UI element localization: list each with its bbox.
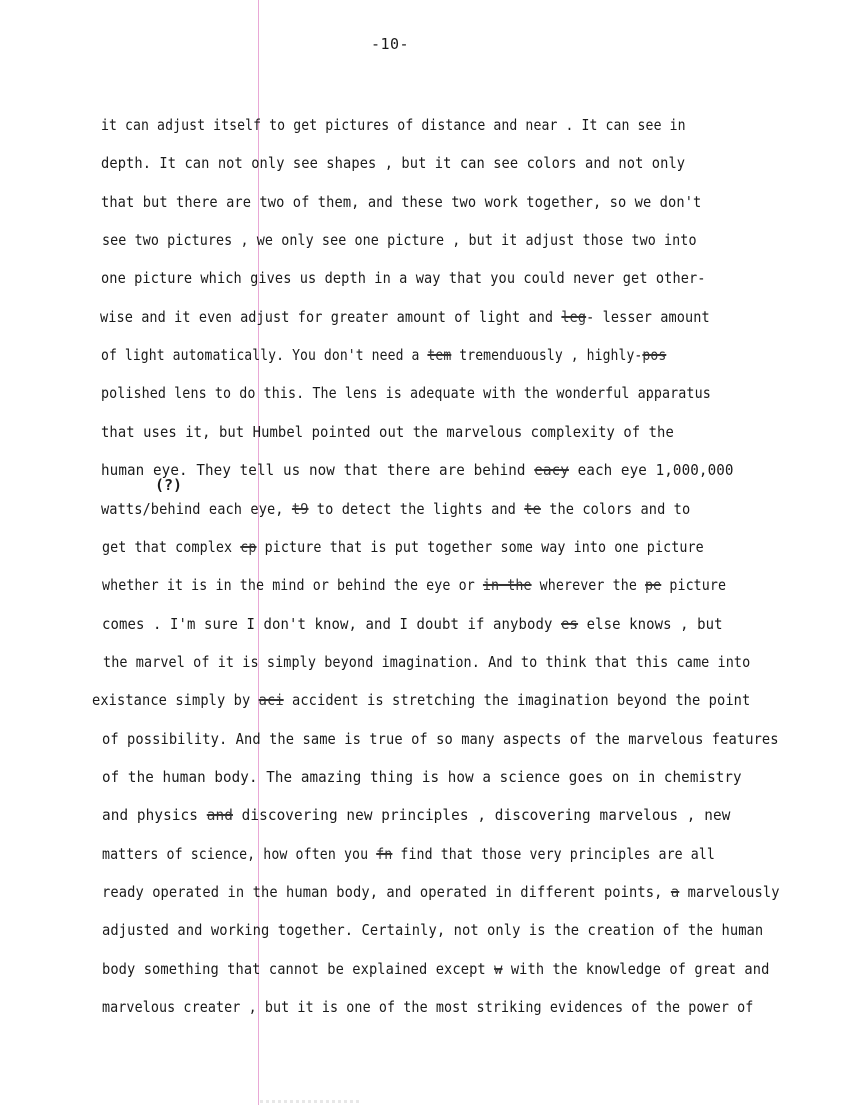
text-run: polished lens to do this. The lens is adequate with the wonderful apparatus (101, 384, 711, 403)
text-line (102, 614, 723, 634)
struck-text: eacy (534, 461, 569, 480)
text-line (102, 729, 779, 749)
struck-text: and (206, 806, 233, 825)
text-run: matters of science, how often you (102, 844, 377, 863)
text-run: discovering new principles , discovering marvelous , new (232, 806, 731, 825)
text-run: tremenduously , highly- (451, 346, 643, 365)
scan-artifact (260, 1100, 360, 1103)
text-line (102, 959, 769, 979)
text-line (102, 537, 704, 557)
text-run: find that those very principles are all (392, 844, 715, 863)
struck-text: tem (427, 346, 452, 365)
text-line (103, 652, 750, 672)
text-run: body something that cannot be explained except (102, 959, 495, 978)
text-line (102, 575, 726, 595)
struck-text: cp (240, 537, 257, 556)
text-line (92, 690, 750, 710)
text-run: see two pictures , we only see one picture , but it adjust those two into (102, 231, 697, 250)
text-line (101, 499, 690, 519)
struck-text: pe (645, 576, 662, 595)
text-run: whether it is in the mind or behind the eye or (102, 576, 483, 595)
text-run: adjusted and working together. Certainly, not only is the creation of the human (102, 921, 764, 940)
text-run: comes . I'm sure I don't know, and I doubt if anybody (102, 614, 562, 633)
text-run: marvelously (679, 883, 780, 901)
text-line (102, 844, 715, 864)
text-run: it can adjust itself to get pictures of distance and near . It can see in (101, 116, 686, 134)
struck-text: w (494, 959, 503, 978)
text-run: ready operated in the human body, and operated in different points, (102, 883, 671, 901)
struck-text: leg (561, 307, 587, 326)
text-run: to detect the lights and (308, 499, 525, 518)
text-run: of possibility. And the same is true of so many aspects of the marvelous features (102, 729, 779, 748)
text-line (101, 115, 686, 135)
text-run: existance simply by (92, 691, 259, 710)
text-line (101, 268, 706, 288)
text-run: picture that is put together some way into one picture (256, 537, 704, 556)
text-run: picture (661, 576, 727, 595)
struck-text: in the (482, 576, 532, 595)
text-line (101, 383, 711, 403)
struck-text: a (670, 883, 680, 901)
text-line (100, 307, 710, 327)
text-line (101, 460, 734, 480)
text-run: of the human body. The amazing thing is how a science goes on in chemistry (102, 767, 742, 786)
text-line (102, 767, 742, 787)
text-run: with the knowledge of great and (502, 959, 770, 978)
struck-text: fn (376, 844, 393, 863)
text-run: get that complex (102, 537, 241, 556)
page-number: -10- (370, 35, 410, 53)
text-run: that but there are two of them, and these two work together, so we don't (101, 192, 702, 211)
text-run: human eye. They tell us now that there are behind (101, 461, 535, 480)
text-run: accident is stretching the imagination beyond the point (283, 691, 751, 710)
text-run: the colors and to (540, 499, 691, 518)
text-line (101, 422, 674, 442)
struck-text: aci (258, 691, 284, 710)
struck-text: te (524, 499, 541, 518)
text-line (102, 805, 730, 825)
text-run: else knows , but (578, 614, 723, 633)
text-run: that uses it, but Humbel pointed out the marvelous complexity of the (101, 422, 674, 441)
text-run: one picture which gives us depth in a way that you could never get other- (101, 269, 706, 288)
text-line (101, 153, 685, 173)
text-run: the marvel of it is simply beyond imagination. And to think that this came into (103, 652, 751, 671)
text-line (102, 230, 697, 250)
text-run: - lesser amount (586, 307, 710, 326)
text-run: watts/behind each eye, (101, 499, 292, 518)
text-run: wherever the (531, 576, 646, 595)
struck-text: t9 (291, 499, 309, 518)
text-line (101, 345, 666, 365)
struck-text: pos (642, 346, 667, 365)
text-run: depth. It can not only see shapes , but it can see colors and not only (101, 154, 686, 173)
text-run: each eye 1,000,000 (568, 461, 734, 480)
text-run: wise and it even adjust for greater amount of light and (100, 307, 562, 326)
text-run: of light automatically. You don't need a (101, 346, 428, 365)
text-line (102, 920, 763, 940)
text-line (102, 997, 753, 1017)
text-run: and physics (102, 806, 207, 825)
text-line (102, 882, 780, 902)
margin-annotation: (?) (155, 476, 183, 494)
text-line (101, 192, 701, 212)
text-run: marvelous creater , but it is one of the most striking evidences of the power of (102, 998, 754, 1017)
struck-text: es (561, 614, 579, 633)
